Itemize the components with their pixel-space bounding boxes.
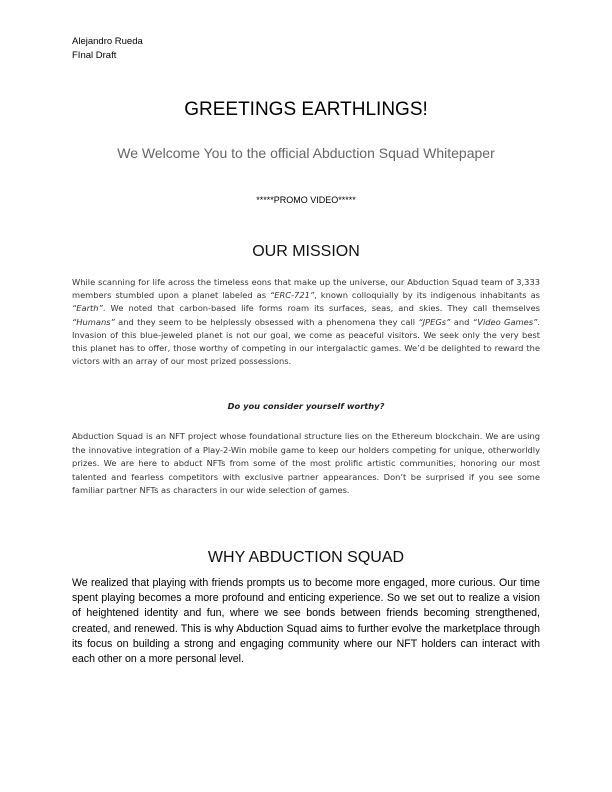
emphasis: “Earth” <box>72 303 103 314</box>
emphasis: “JPEGs” <box>418 316 451 327</box>
text: While scanning for life across the timeless eons that make up the universe, our Abduction Squad team of 3,333 members stumbled upon a planet labeled as <box>72 277 540 301</box>
worthy-question: Do you consider yourself worthy? <box>227 401 385 411</box>
author-name: Alejandro Rueda <box>72 36 143 47</box>
mission-paragraph-1 <box>72 276 540 368</box>
text: and <box>450 316 473 327</box>
text: and they seem to be helplessly obsessed with a phenomena they call <box>114 316 419 327</box>
page-title: GREETINGS EARTHLINGS! <box>184 99 428 120</box>
draft-status: FInal Draft <box>72 50 117 61</box>
mission-paragraph-2: Abduction Squad is an NFT project whose foundational structure lies on the Ethereum blockchain. We are using the innovative integration of a Play-2-Win mobile game to keep our holders competing for unique, otherworldly prizes. We are here to abduct NFTs from some of the most prolific artistic communities, honoring our most talented and fearless competitors with exclusive partner appearances. Don’t be surprised if you see some familiar partner NFTs as characters in our wide selection of games. <box>72 431 540 495</box>
text: . Invasion of this blue-jeweled planet is not our goal, we come as peaceful visitors. We seek only the very best this planet has to offer, those worthy of competing in our intergalactic games. We’d be delighted to reward the victors with an array of our most prized possessions. <box>72 316 540 367</box>
emphasis: “Humans” <box>72 316 115 327</box>
emphasis: “Video Games” <box>472 316 538 327</box>
promo-video-label: *****PROMO VIDEO***** <box>256 195 356 205</box>
text: . We noted that carbon-based life forms roam its surfaces, seas, and skies. They call themselves <box>102 303 540 314</box>
mission-heading: OUR MISSION <box>252 243 360 260</box>
why-heading: WHY ABDUCTION SQUAD <box>207 549 405 566</box>
page-subtitle: We Welcome You to the official Abduction Squad Whitepaper <box>117 145 495 161</box>
emphasis: “ERC-721” <box>269 290 315 301</box>
why-paragraph: We realized that playing with friends prompts us to become more engaged, more curious. Our time spent playing becomes a more profound and enticing experience. So we set out to realize a vision of heightened identity and fun, where we see bonds between friends becoming strengthened, created, and renewed. This is why Abduction Squad aims to further evolve the marketplace through its focus on building a strong and engaging community where our NFT holders can interact with each other on a more personal level. <box>72 577 540 666</box>
text: , known colloquially by its indigenous inhabitants as <box>314 290 540 301</box>
